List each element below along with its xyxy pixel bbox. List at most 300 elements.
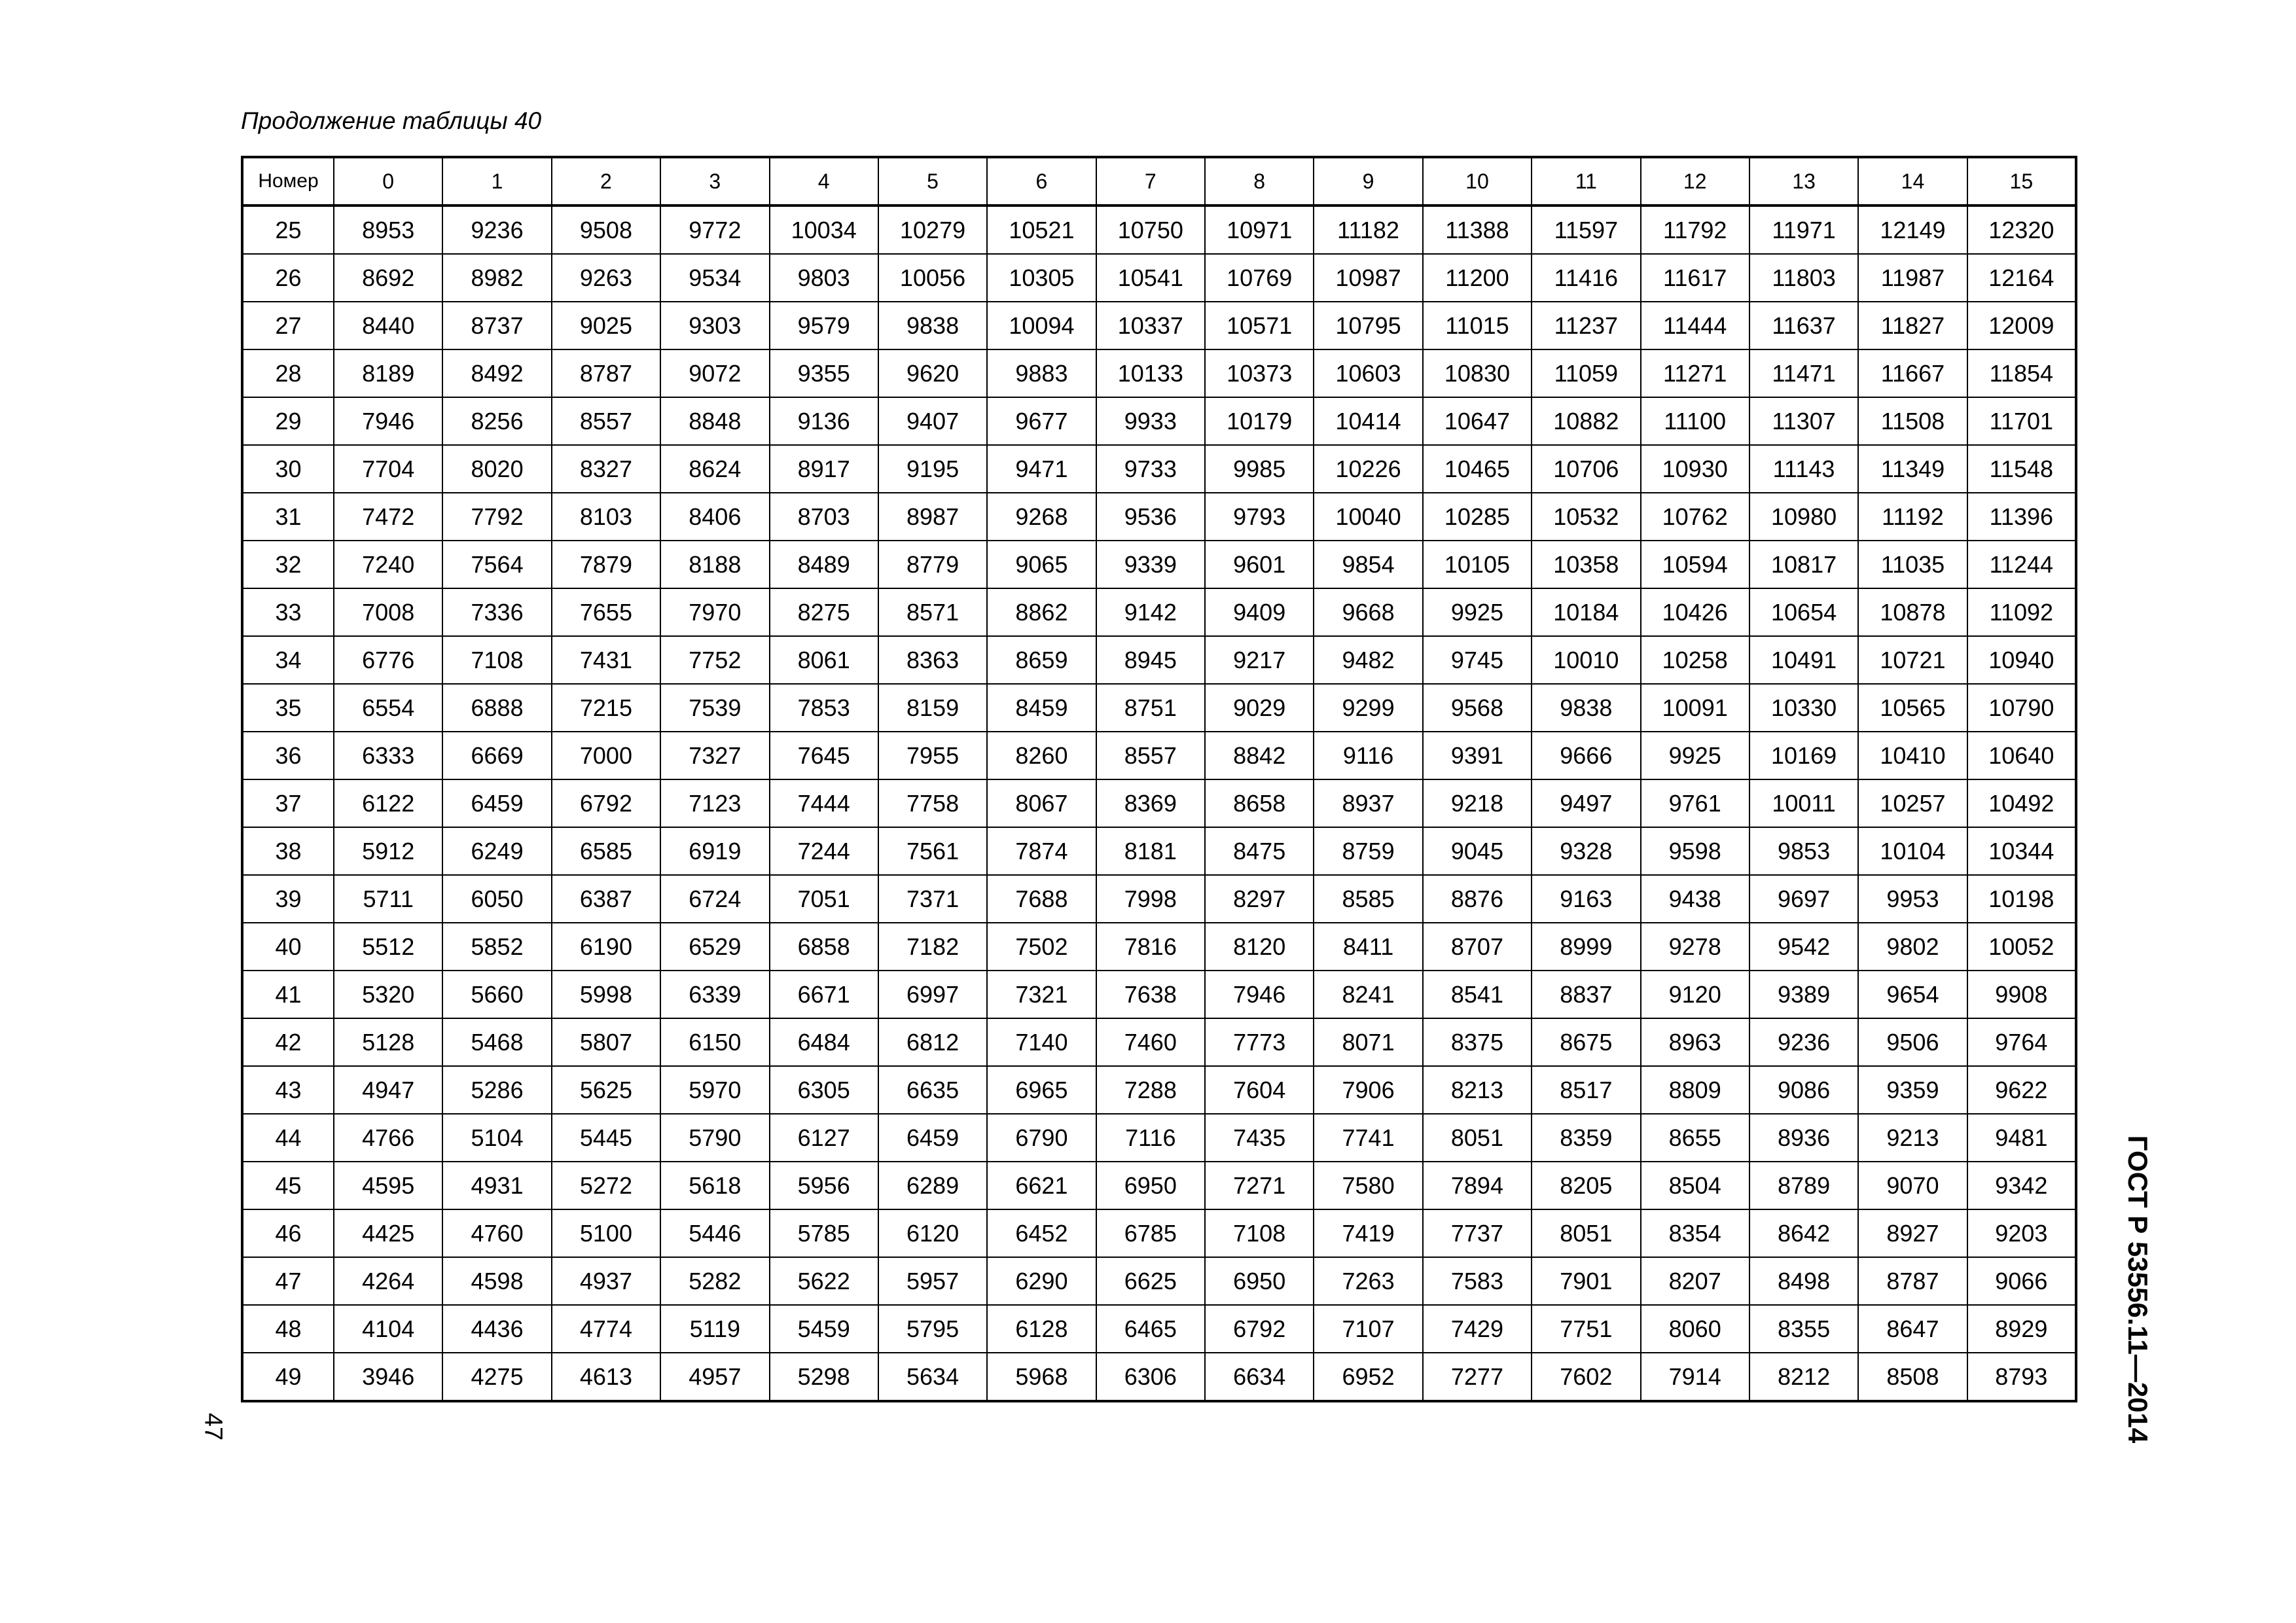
table-cell: 9925: [1423, 588, 1532, 636]
table-cell: 8659: [987, 636, 1096, 684]
table-cell: 10706: [1532, 445, 1640, 493]
table-cell: 10104: [1858, 827, 1967, 875]
table-cell: 7946: [334, 397, 442, 445]
table-cell: 8369: [1096, 779, 1205, 827]
table-cell: 9236: [442, 205, 551, 254]
table-cell: 10285: [1423, 493, 1532, 541]
table-cell: 9542: [1749, 923, 1858, 971]
table-cell: 8188: [660, 541, 769, 588]
table-cell: 6465: [1096, 1305, 1205, 1353]
table-cell: 7970: [660, 588, 769, 636]
table-cell: 7472: [334, 493, 442, 541]
table-cell: 5618: [660, 1162, 769, 1209]
table-cell: 10040: [1314, 493, 1422, 541]
table-cell: 6965: [987, 1066, 1096, 1114]
table-cell: 9506: [1858, 1018, 1967, 1066]
table-cell: 6634: [1205, 1353, 1314, 1401]
table-cell: 10010: [1532, 636, 1640, 684]
table-cell: 10056: [878, 254, 987, 302]
table-cell: 10133: [1096, 349, 1205, 397]
table-cell: 9654: [1858, 971, 1967, 1018]
table-cell: 11307: [1749, 397, 1858, 445]
table-cell: 8793: [1967, 1353, 2076, 1401]
table-cell: 9668: [1314, 588, 1422, 636]
table-cell: 7051: [770, 875, 878, 923]
row-number-cell: 41: [242, 971, 334, 1018]
table-row: [242, 1114, 2076, 1162]
table-cell: 5320: [334, 971, 442, 1018]
document-standard-label: [2118, 1132, 2157, 1446]
header-cell: 8: [1205, 157, 1314, 205]
table-cell: 8787: [1858, 1257, 1967, 1305]
table-cell: 8876: [1423, 875, 1532, 923]
table-row: [242, 541, 2076, 588]
table-cell: 10795: [1314, 302, 1422, 349]
table-cell: 10465: [1423, 445, 1532, 493]
table-cell: 11396: [1967, 493, 2076, 541]
table-cell: 6585: [552, 827, 660, 875]
table-cell: 8963: [1641, 1018, 1749, 1066]
table-cell: 7435: [1205, 1114, 1314, 1162]
table-cell: 6452: [987, 1209, 1096, 1257]
table-cell: 7244: [770, 827, 878, 875]
row-number-cell: 29: [242, 397, 334, 445]
header-cell: 3: [660, 157, 769, 205]
table-cell: 6289: [878, 1162, 987, 1209]
table-cell: 9761: [1641, 779, 1749, 827]
table-cell: 9838: [878, 302, 987, 349]
table-cell: 10769: [1205, 254, 1314, 302]
table-cell: 8842: [1205, 732, 1314, 779]
table-cell: 9601: [1205, 541, 1314, 588]
table-cell: 9136: [770, 397, 878, 445]
table-cell: 10258: [1641, 636, 1749, 684]
row-number-cell: 49: [242, 1353, 334, 1401]
row-number-cell: 28: [242, 349, 334, 397]
header-cell: 10: [1423, 157, 1532, 205]
table-cell: 9195: [878, 445, 987, 493]
table-cell: 11597: [1532, 205, 1640, 254]
table-cell: 4766: [334, 1114, 442, 1162]
table-cell: 5272: [552, 1162, 660, 1209]
row-number-cell: 39: [242, 875, 334, 923]
table-cell: 8504: [1641, 1162, 1749, 1209]
table-cell: 8751: [1096, 684, 1205, 732]
table-cell: 5807: [552, 1018, 660, 1066]
table-cell: 7853: [770, 684, 878, 732]
table-cell: 10011: [1749, 779, 1858, 827]
table-row: [242, 827, 2076, 875]
table-cell: 8492: [442, 349, 551, 397]
table-header-row: [242, 157, 2076, 205]
header-cell: 7: [1096, 157, 1205, 205]
table-cell: 6459: [442, 779, 551, 827]
table-cell: 6554: [334, 684, 442, 732]
table-cell: 8929: [1967, 1305, 2076, 1353]
table-cell: 10052: [1967, 923, 2076, 971]
table-cell: 9925: [1641, 732, 1749, 779]
table-cell: 5970: [660, 1066, 769, 1114]
table-row: [242, 349, 2076, 397]
table-cell: 10034: [770, 205, 878, 254]
table-cell: 8406: [660, 493, 769, 541]
table-cell: 4436: [442, 1305, 551, 1353]
table-cell: 9933: [1096, 397, 1205, 445]
table-cell: 9697: [1749, 875, 1858, 923]
header-cell: 1: [442, 157, 551, 205]
table-cell: 8917: [770, 445, 878, 493]
table-row: [242, 1162, 2076, 1209]
table-cell: 8120: [1205, 923, 1314, 971]
table-cell: 9745: [1423, 636, 1532, 684]
table-row: [242, 1257, 2076, 1305]
table-cell: 7688: [987, 875, 1096, 923]
table-cell: 6484: [770, 1018, 878, 1066]
table-cell: 10179: [1205, 397, 1314, 445]
table-cell: 8489: [770, 541, 878, 588]
table-cell: 8051: [1532, 1209, 1640, 1257]
table-row: [242, 875, 2076, 923]
table-cell: 11617: [1641, 254, 1749, 302]
table-body: [242, 205, 2076, 1401]
table-cell: 7638: [1096, 971, 1205, 1018]
table-cell: 8585: [1314, 875, 1422, 923]
row-number-cell: 45: [242, 1162, 334, 1209]
table-cell: 9853: [1749, 827, 1858, 875]
table-cell: 7107: [1314, 1305, 1422, 1353]
table-cell: 8658: [1205, 779, 1314, 827]
table-cell: 4595: [334, 1162, 442, 1209]
table-row: [242, 205, 2076, 254]
table-row: [242, 732, 2076, 779]
header-cell: 5: [878, 157, 987, 205]
row-number-cell: 36: [242, 732, 334, 779]
table-cell: 8159: [878, 684, 987, 732]
row-number-cell: 32: [242, 541, 334, 588]
table-cell: 5998: [552, 971, 660, 1018]
table-cell: 8363: [878, 636, 987, 684]
row-number-cell: 38: [242, 827, 334, 875]
table-cell: 10940: [1967, 636, 2076, 684]
header-cell: 0: [334, 157, 442, 205]
table-cell: 8737: [442, 302, 551, 349]
table-cell: 8241: [1314, 971, 1422, 1018]
table-cell: 8411: [1314, 923, 1422, 971]
table-cell: 7215: [552, 684, 660, 732]
table-cell: 9481: [1967, 1114, 2076, 1162]
table-cell: 7123: [660, 779, 769, 827]
table-cell: 4760: [442, 1209, 551, 1257]
table-cell: 8557: [552, 397, 660, 445]
table-cell: 9620: [878, 349, 987, 397]
table-cell: 7539: [660, 684, 769, 732]
table-cell: 9029: [1205, 684, 1314, 732]
row-number-cell: 35: [242, 684, 334, 732]
table-cell: 11827: [1858, 302, 1967, 349]
table-cell: 9985: [1205, 445, 1314, 493]
table-cell: 8498: [1749, 1257, 1858, 1305]
table-cell: 9213: [1858, 1114, 1967, 1162]
table-cell: 11854: [1967, 349, 2076, 397]
table-cell: 8655: [1641, 1114, 1749, 1162]
table-cell: 11471: [1749, 349, 1858, 397]
table-cell: 5468: [442, 1018, 551, 1066]
table-cell: 7240: [334, 541, 442, 588]
table-cell: 8256: [442, 397, 551, 445]
table-cell: 5459: [770, 1305, 878, 1353]
table-cell: 5912: [334, 827, 442, 875]
table-cell: 8927: [1858, 1209, 1967, 1257]
table-cell: 6120: [878, 1209, 987, 1257]
table-cell: 11987: [1858, 254, 1967, 302]
table-cell: 9355: [770, 349, 878, 397]
table-cell: 5298: [770, 1353, 878, 1401]
row-number-cell: 48: [242, 1305, 334, 1353]
table-cell: 7371: [878, 875, 987, 923]
table-cell: 9120: [1641, 971, 1749, 1018]
table-cell: 4425: [334, 1209, 442, 1257]
table-cell: 11803: [1749, 254, 1858, 302]
table-cell: 10344: [1967, 827, 2076, 875]
table-cell: 8440: [334, 302, 442, 349]
table-cell: 9536: [1096, 493, 1205, 541]
table-cell: 7741: [1314, 1114, 1422, 1162]
table-cell: 10521: [987, 205, 1096, 254]
table-cell: 5286: [442, 1066, 551, 1114]
table-cell: 5100: [552, 1209, 660, 1257]
row-number-cell: 44: [242, 1114, 334, 1162]
table-cell: 5128: [334, 1018, 442, 1066]
table-cell: 9066: [1967, 1257, 2076, 1305]
table-cell: 11244: [1967, 541, 2076, 588]
header-cell: 11: [1532, 157, 1640, 205]
table-cell: 10721: [1858, 636, 1967, 684]
table-cell: 9065: [987, 541, 1096, 588]
table-cell: 10305: [987, 254, 1096, 302]
table-cell: 8061: [770, 636, 878, 684]
table-cell: 6625: [1096, 1257, 1205, 1305]
table-cell: 10358: [1532, 541, 1640, 588]
table-cell: 6919: [660, 827, 769, 875]
table-cell: 8205: [1532, 1162, 1640, 1209]
table-cell: 8571: [878, 588, 987, 636]
table-cell: 11792: [1641, 205, 1749, 254]
header-cell: 15: [1967, 157, 2076, 205]
table-cell: 8936: [1749, 1114, 1858, 1162]
table-cell: 7564: [442, 541, 551, 588]
table-cell: 5625: [552, 1066, 660, 1114]
table-cell: 9482: [1314, 636, 1422, 684]
table-cell: 10094: [987, 302, 1096, 349]
table-row: [242, 588, 2076, 636]
table-cell: 8789: [1749, 1162, 1858, 1209]
table-cell: 11192: [1858, 493, 1967, 541]
table-cell: 8987: [878, 493, 987, 541]
table-cell: 6339: [660, 971, 769, 1018]
table-cell: 11059: [1532, 349, 1640, 397]
table-cell: 6459: [878, 1114, 987, 1162]
table-cell: 9764: [1967, 1018, 2076, 1066]
table-cell: 9534: [660, 254, 769, 302]
table-cell: 5711: [334, 875, 442, 923]
table-cell: 6997: [878, 971, 987, 1018]
page-number-text: 47: [199, 1412, 227, 1441]
table-cell: 8837: [1532, 971, 1640, 1018]
table-cell: 10762: [1641, 493, 1749, 541]
row-number-cell: 30: [242, 445, 334, 493]
table-cell: 6306: [1096, 1353, 1205, 1401]
table-cell: 9086: [1749, 1066, 1858, 1114]
table-cell: 5282: [660, 1257, 769, 1305]
table-cell: 7604: [1205, 1066, 1314, 1114]
table-cell: 9328: [1532, 827, 1640, 875]
row-number-cell: 37: [242, 779, 334, 827]
row-number-cell: 43: [242, 1066, 334, 1114]
table-cell: 9908: [1967, 971, 2076, 1018]
table-cell: 5795: [878, 1305, 987, 1353]
table-cell: 11182: [1314, 205, 1422, 254]
table-cell: 5445: [552, 1114, 660, 1162]
table-cell: 8707: [1423, 923, 1532, 971]
table-cell: 8953: [334, 205, 442, 254]
table-cell: 10750: [1096, 205, 1205, 254]
table-cell: 9263: [552, 254, 660, 302]
table-row: [242, 254, 2076, 302]
table-cell: 10257: [1858, 779, 1967, 827]
table-cell: 3946: [334, 1353, 442, 1401]
table-cell: 10410: [1858, 732, 1967, 779]
table-cell: 9142: [1096, 588, 1205, 636]
table-cell: 11508: [1858, 397, 1967, 445]
table-cell: 5622: [770, 1257, 878, 1305]
table-cell: 6785: [1096, 1209, 1205, 1257]
table-cell: 6776: [334, 636, 442, 684]
table-cell: 9342: [1967, 1162, 2076, 1209]
table-row: [242, 493, 2076, 541]
table-cell: 7336: [442, 588, 551, 636]
table-cell: 6621: [987, 1162, 1096, 1209]
table-cell: 10226: [1314, 445, 1422, 493]
table-row: [242, 302, 2076, 349]
table-cell: 10980: [1749, 493, 1858, 541]
table-cell: 9339: [1096, 541, 1205, 588]
table-cell: 6127: [770, 1114, 878, 1162]
table-cell: 11548: [1967, 445, 2076, 493]
row-number-cell: 26: [242, 254, 334, 302]
table-cell: 7000: [552, 732, 660, 779]
table-cell: 7008: [334, 588, 442, 636]
table-cell: 11667: [1858, 349, 1967, 397]
table-cell: 5119: [660, 1305, 769, 1353]
data-table: [241, 156, 2077, 1402]
table-cell: 11143: [1749, 445, 1858, 493]
table-cell: 4613: [552, 1353, 660, 1401]
table-cell: 9217: [1205, 636, 1314, 684]
table-cell: 7561: [878, 827, 987, 875]
table-cell: 10169: [1749, 732, 1858, 779]
table-cell: 7946: [1205, 971, 1314, 1018]
table-cell: 10930: [1641, 445, 1749, 493]
table-cell: 7758: [878, 779, 987, 827]
table-cell: 7874: [987, 827, 1096, 875]
table-cell: 10565: [1858, 684, 1967, 732]
header-cell: 4: [770, 157, 878, 205]
table-cell: 7444: [770, 779, 878, 827]
table-cell: 11388: [1423, 205, 1532, 254]
table-cell: 10594: [1641, 541, 1749, 588]
table-row: [242, 397, 2076, 445]
table-row: [242, 1305, 2076, 1353]
table-cell: 9359: [1858, 1066, 1967, 1114]
table-cell: 6150: [660, 1018, 769, 1066]
table-cell: 9568: [1423, 684, 1532, 732]
table-cell: 10492: [1967, 779, 2076, 827]
table-cell: 8459: [987, 684, 1096, 732]
table-cell: 8517: [1532, 1066, 1640, 1114]
table-cell: 7645: [770, 732, 878, 779]
table-cell: 7460: [1096, 1018, 1205, 1066]
table-cell: 11271: [1641, 349, 1749, 397]
table-cell: 10882: [1532, 397, 1640, 445]
table-cell: 6812: [878, 1018, 987, 1066]
table-cell: 11637: [1749, 302, 1858, 349]
table-cell: 9803: [770, 254, 878, 302]
table-cell: 5790: [660, 1114, 769, 1162]
table-row: [242, 684, 2076, 732]
table-cell: 10532: [1532, 493, 1640, 541]
table-cell: 8779: [878, 541, 987, 588]
table-cell: 6792: [1205, 1305, 1314, 1353]
table-cell: 4931: [442, 1162, 551, 1209]
table-cell: 10373: [1205, 349, 1314, 397]
table-cell: 11237: [1532, 302, 1640, 349]
table-cell: 4774: [552, 1305, 660, 1353]
table-cell: 7998: [1096, 875, 1205, 923]
table-cell: 8327: [552, 445, 660, 493]
table-cell: 10337: [1096, 302, 1205, 349]
table-cell: 9772: [660, 205, 769, 254]
table-cell: 8354: [1641, 1209, 1749, 1257]
table-cell: 10830: [1423, 349, 1532, 397]
header-cell: 13: [1749, 157, 1858, 205]
table-cell: 8624: [660, 445, 769, 493]
table-cell: 7429: [1423, 1305, 1532, 1353]
table-cell: 6190: [552, 923, 660, 971]
table-cell: 10541: [1096, 254, 1205, 302]
table-cell: 7737: [1423, 1209, 1532, 1257]
table-cell: 4598: [442, 1257, 551, 1305]
table-cell: 7277: [1423, 1353, 1532, 1401]
table-cell: 9471: [987, 445, 1096, 493]
table-cell: 8207: [1641, 1257, 1749, 1305]
table-cell: 8071: [1314, 1018, 1422, 1066]
table-cell: 9579: [770, 302, 878, 349]
table-cell: 7580: [1314, 1162, 1422, 1209]
header-cell: 14: [1858, 157, 1967, 205]
table-cell: 12320: [1967, 205, 2076, 254]
table-cell: 7288: [1096, 1066, 1205, 1114]
table-cell: 6669: [442, 732, 551, 779]
table-row: [242, 445, 2076, 493]
table-cell: 4937: [552, 1257, 660, 1305]
table-cell: 7140: [987, 1018, 1096, 1066]
row-number-cell: 25: [242, 205, 334, 254]
table-cell: 6635: [878, 1066, 987, 1114]
table-row: [242, 779, 2076, 827]
table-cell: 7773: [1205, 1018, 1314, 1066]
row-number-cell: 42: [242, 1018, 334, 1066]
table-cell: 8375: [1423, 1018, 1532, 1066]
